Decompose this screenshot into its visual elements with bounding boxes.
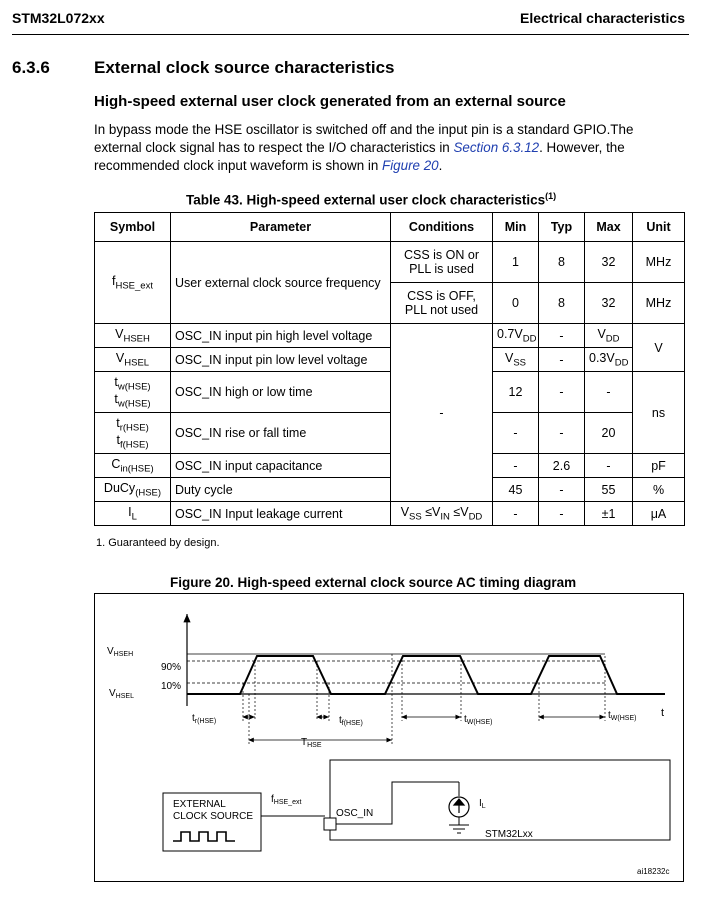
col-conditions: Conditions <box>391 213 493 242</box>
parameter-cell: OSC_IN Input leakage current <box>171 502 391 526</box>
table-header-row <box>95 213 685 242</box>
clock-waveform <box>187 656 665 694</box>
parameter-cell: User external clock source frequency <box>171 242 391 324</box>
chip-name-label: STM32Lxx <box>485 829 533 840</box>
figure-reference: ai18232c <box>637 867 670 876</box>
conditions-cell: CSS is OFF, PLL not used <box>391 283 493 324</box>
unit-cell: % <box>633 478 685 502</box>
footnote-ref: (1) <box>545 191 557 201</box>
symbol-cell: $V_{HSEL}$ <box>95 348 171 372</box>
header-rule <box>12 34 689 35</box>
parameter-cell: Duty cycle <box>171 478 391 502</box>
conditions-cell: $V_{SS} \le V_{IN} \le V_{DD}$ <box>391 502 493 526</box>
hse-characteristics-table <box>94 212 685 526</box>
parameter-cell: OSC_IN input pin high level voltage <box>171 324 391 348</box>
max-cell: - <box>585 454 633 478</box>
ground-icon <box>449 825 469 833</box>
subsection-title: High-speed external user clock generated from an external source <box>94 93 566 110</box>
p10-label: 10% <box>161 681 182 692</box>
typ-cell: - <box>539 372 585 413</box>
max-cell: - <box>585 372 633 413</box>
max-cell: 20 <box>585 413 633 454</box>
external-label: EXTERNAL <box>173 799 226 810</box>
square-wave-icon <box>173 832 235 841</box>
tw-high-label: $t_{W(HSE)}$ <box>464 714 493 726</box>
section-number: 6.3.6 <box>12 58 50 77</box>
col-symbol: Symbol <box>95 213 171 242</box>
table-row <box>95 502 685 526</box>
table-row <box>95 242 685 283</box>
timing-markers <box>243 654 605 744</box>
col-min: Min <box>493 213 539 242</box>
p90-label: 90% <box>161 662 182 673</box>
table-row <box>95 348 685 372</box>
symbol-cell: $I_L$ <box>95 502 171 526</box>
table-row <box>95 413 685 454</box>
symbol-cell: $f_{HSE\_ext}$ <box>95 242 171 324</box>
timing-diagram-svg <box>95 594 683 881</box>
symbol-cell: $V_{HSEH}$ <box>95 324 171 348</box>
vhsel-label: $V_{HSEL}$ <box>109 688 134 700</box>
parameter-cell: OSC_IN input pin low level voltage <box>171 348 391 372</box>
unit-cell: pF <box>633 454 685 478</box>
symbol-cell: $t_{r(HSE)}$ $t_{f(HSE)}$ <box>95 413 171 454</box>
tw-low-label: $t_{W(HSE)}$ <box>608 710 637 722</box>
min-cell: - <box>493 502 539 526</box>
col-typ: Typ <box>539 213 585 242</box>
typ-cell: - <box>539 413 585 454</box>
typ-cell: 2.6 <box>539 454 585 478</box>
table-caption: Table 43. High-speed external user clock characteristics$^{(1)}$ <box>186 191 557 208</box>
max-cell: 32 <box>585 242 633 283</box>
min-cell: 1 <box>493 242 539 283</box>
figure-link[interactable]: Figure 20 <box>382 158 439 173</box>
typ-cell: - <box>539 478 585 502</box>
symbol-cell: $C_{in(HSE)}$ <box>95 454 171 478</box>
il-label: $I_L$ <box>479 798 486 810</box>
col-unit: Unit <box>633 213 685 242</box>
figure-caption: Figure 20. High-speed external clock source AC timing diagram <box>170 575 577 590</box>
typ-cell: - <box>539 348 585 372</box>
typ-cell: 8 <box>539 283 585 324</box>
min-cell: $0.7V_{DD}$ <box>493 324 539 348</box>
section-title: External clock source characteristics <box>94 58 395 77</box>
parameter-cell: OSC_IN input capacitance <box>171 454 391 478</box>
vhseh-label: $V_{HSEH}$ <box>107 646 134 658</box>
chip-box <box>330 760 670 840</box>
col-max: Max <box>585 213 633 242</box>
current-arrow-icon <box>454 799 464 813</box>
max-cell: 55 <box>585 478 633 502</box>
header-part-number: STM32L072xx <box>12 10 105 26</box>
min-cell: - <box>493 413 539 454</box>
max-cell: ±1 <box>585 502 633 526</box>
table-footnote: 1. Guaranteed by design. <box>96 537 220 549</box>
unit-cell: ns <box>633 372 685 454</box>
conditions-cell: CSS is ON or PLL is used <box>391 242 493 283</box>
osc-in-label: OSC_IN <box>336 808 374 819</box>
typ-cell: - <box>539 502 585 526</box>
parameter-cell: OSC_IN high or low time <box>171 372 391 413</box>
thse-label: $T_{HSE}$ <box>301 737 322 749</box>
symbol-cell: DuCy$_{(HSE)}$ <box>95 478 171 502</box>
parameter-cell: OSC_IN rise or fall time <box>171 413 391 454</box>
col-parameter: Parameter <box>171 213 391 242</box>
max-cell: $V_{DD}$ <box>585 324 633 348</box>
tr-label: $t_{r(HSE)}$ <box>192 713 217 725</box>
fhse-label: $f_{HSE\_ext}$ <box>271 794 302 806</box>
tf-label: $t_{f(HSE)}$ <box>339 715 363 727</box>
osc-in-pin <box>324 818 336 830</box>
time-axis-label: t <box>661 707 665 719</box>
typ-cell: - <box>539 324 585 348</box>
min-cell: 45 <box>493 478 539 502</box>
table-row <box>95 454 685 478</box>
typ-cell: 8 <box>539 242 585 283</box>
table-row <box>95 372 685 413</box>
max-cell: 32 <box>585 283 633 324</box>
unit-cell: V <box>633 324 685 372</box>
max-cell: $0.3V_{DD}$ <box>585 348 633 372</box>
conditions-cell: - <box>391 324 493 502</box>
section-link[interactable]: Section 6.3.12 <box>453 140 540 155</box>
min-cell: 0 <box>493 283 539 324</box>
min-cell: $V_{SS}$ <box>493 348 539 372</box>
min-cell: - <box>493 454 539 478</box>
table-row <box>95 478 685 502</box>
table-row <box>95 324 685 348</box>
unit-cell: MHz <box>633 283 685 324</box>
unit-cell: μA <box>633 502 685 526</box>
timing-diagram <box>94 593 684 882</box>
header-section-name: Electrical characteristics <box>520 10 685 26</box>
symbol-cell: $t_{w(HSE)}$ $t_{w(HSE)}$ <box>95 372 171 413</box>
measurement-arrows <box>243 717 605 740</box>
min-cell: 12 <box>493 372 539 413</box>
clock-source-label: CLOCK SOURCE <box>173 811 254 822</box>
unit-cell: MHz <box>633 242 685 283</box>
intro-paragraph: In bypass mode the HSE oscillator is switched off and the input pin is a standard GPIO.The external clock signal has to respect the I/O characteristics in Section 6.3.12. However, the recommended clock input waveform is shown in Figure 20. <box>94 122 634 173</box>
